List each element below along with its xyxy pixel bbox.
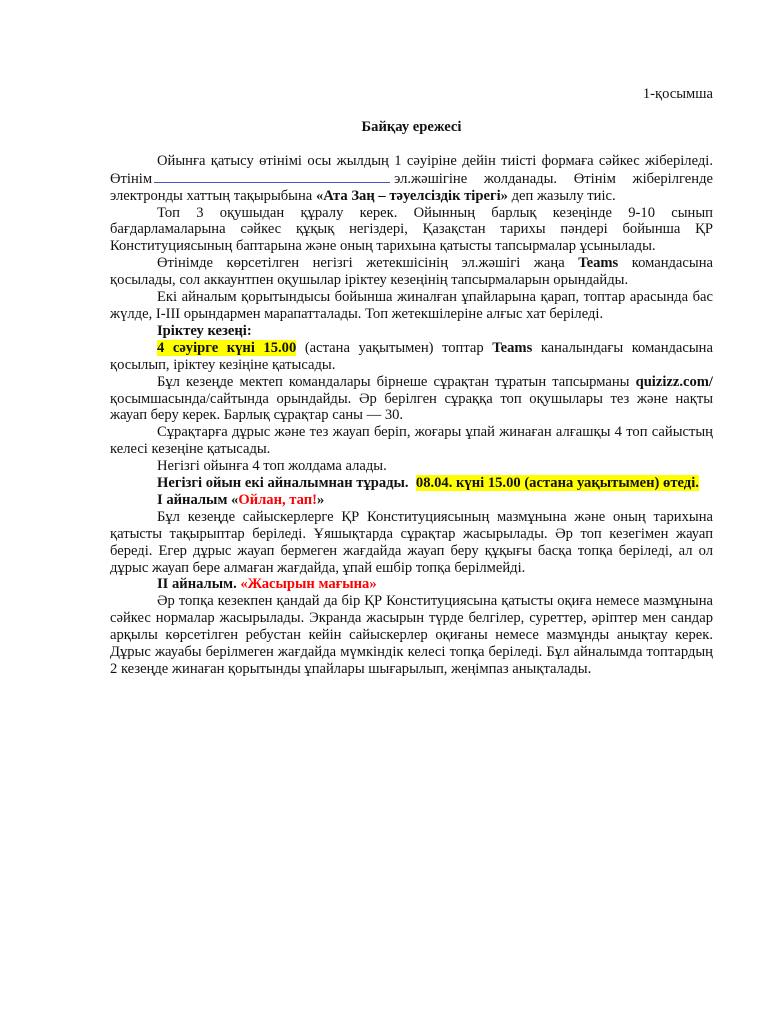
selection-date-highlight: 4 сәуірге күні 15.00: [157, 339, 297, 356]
round2-prefix: ІІ айналым.: [157, 576, 237, 593]
round1-suffix: »: [317, 491, 325, 508]
round1-heading: [110, 492, 713, 509]
round1-prefix: І айналым «: [157, 491, 239, 508]
text: Бұл кезеңде мектеп командалары бірнеше сұрақтан тұратын тапсырманы: [157, 373, 630, 390]
quizizz-label: quizizz.com/: [635, 373, 713, 390]
text: (астана уақытымен) топтар: [304, 339, 484, 356]
paragraph-teams: [110, 255, 713, 289]
document-title: Байқау ережесі: [361, 118, 462, 135]
paragraph-selection-date: [110, 340, 713, 374]
text: Өтінімде көрсетілген негізгі жетекшісінің эл.жәшігі жаңа: [157, 255, 565, 272]
paragraph-round1: Бұл кезеңде сайыскерлерге ҚР Конституциясының мазмұнына және оның тарихына қатысты тақырыптар беріледі. Ұяшықтарда сұрақтар жасырылады. Әр топ кезегімен жауап береді. Егер дұрыс жауап бермеген жағдайда жауап беру құқығы басқа топқа беріледі, ал ол дұрыс жауап бере алмаған жағдайда, ұпай ешбір топқа берілмейді.: [110, 508, 713, 576]
main-game-date-highlight: 08.04. күні 15.00 (астана уақытымен) өтеді.: [415, 475, 699, 492]
teams-label: Teams: [492, 339, 533, 356]
paragraph-main-game: [110, 475, 713, 492]
appendix-label: 1-қосымша: [642, 86, 713, 102]
text: деп жазылу тиіс.: [511, 187, 616, 204]
paragraph-team: Топ 3 оқушыдан құралу керек. Ойынның барлық кезеңінде 9-10 сынып бағдарламаларына сәйкес құқық негіздері, Қазақстан тарихы пәндері бойынша ҚР Конституциясының баптарына және оның тарихына қатысты тапсырмалар ұсынылады.: [110, 204, 713, 255]
text: командасына қосылады, сол аккаунтпен оқушылар іріктеу кезеңінің тапсырмаларын орындайды.: [110, 255, 713, 289]
paragraph-application: [110, 153, 713, 205]
round2-name: «Жасырын мағына»: [240, 576, 377, 593]
paragraph-round2: Әр топқа кезекпен қандай да бір ҚР Конституциясына қатысты оқиға немесе мазмұнына сәйкес нормалар жасырылады. Экранда жасырын түрде белгілер, суреттер, әріптер мен сандар арқылы көрсетілген ребустан кейін сайыскерлер оқиғаны немесе мазмұнды анықтау керек. Дұрыс жауабы берілмеген жағдайда мүмкіндік келесі топқа беріледі. Бұл айналымда топтардың 2 кезеңде жинаған қорытынды ұпайлары шығарылып, жеңімпаз анықталады.: [110, 593, 713, 677]
main-game-text: Негізгі ойын екі айналымнан тұрады.: [157, 475, 409, 492]
selection-heading-text: Іріктеу кезеңі:: [157, 322, 252, 339]
selection-heading: [110, 323, 713, 340]
paragraph-advance: Сұрақтарға дұрыс және тез жауап беріп, жоғары ұпай жинаған алғашқы 4 топ сайыстың келесі кезеңіне қатысады.: [110, 424, 713, 458]
teams-label: Teams: [578, 255, 619, 272]
paragraph-quizizz: [110, 374, 713, 425]
round1-name: Ойлан, тап!: [238, 491, 318, 508]
round2-heading: [110, 576, 713, 593]
email-blank-line: [154, 170, 390, 183]
document-page: [110, 86, 713, 678]
paragraph-finalists: Негізгі ойынға 4 топ жолдама алады.: [157, 458, 387, 475]
text: эл.жәшігіне жолданады. Өтінім жіберілгенде электронды хаттың тақырыбына: [110, 170, 713, 204]
text: каналындағы командасына қосылып, іріктеу кезіңіне қатысады.: [110, 339, 713, 373]
paragraph-awards: Екі айналым қорытындысы бойынша жиналған ұпайларына қарап, топтар арасында бас жүлде, I-III орындармен марапатталады. Топ жетекшілеріне алғыс хат беріледі.: [110, 289, 713, 322]
text: қосымшасында/сайтында орындайды. Әр берілген сұраққа топ оқушылары тез және нақты жауап беру керек. Барлық сұрақтар саны — 30.: [110, 390, 713, 424]
theme-title: «Ата Заң – тәуелсіздік тірегі»: [315, 187, 508, 204]
text: Ойынға қатысу өтінімі осы жылдың 1 сәуіріне дейін тиісті формаға сәйкес жіберіледі. Өтінім: [110, 152, 713, 187]
